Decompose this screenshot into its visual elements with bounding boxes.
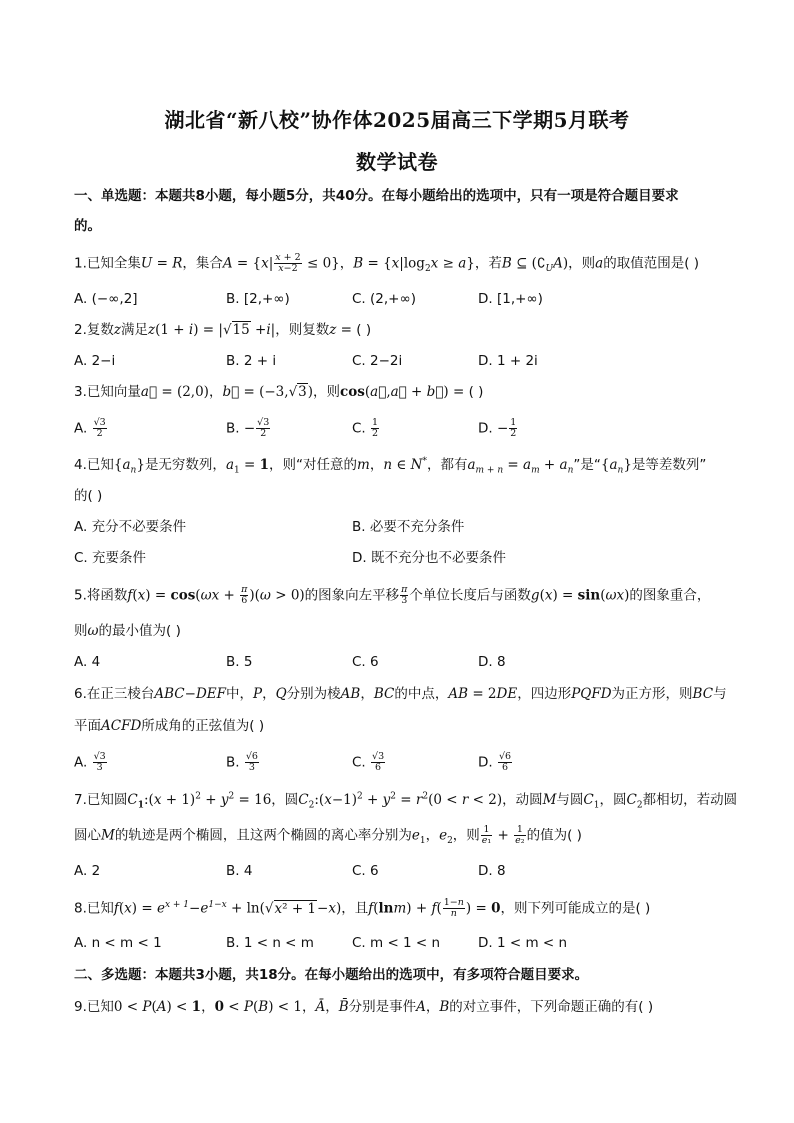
q4-option-c: C. 充要条件 — [74, 550, 147, 566]
q2-option-b: B. 2 + i — [226, 353, 277, 369]
q8-option-a: A. n < m < 1 — [74, 935, 162, 951]
q7-option-a: A. 2 — [74, 863, 101, 879]
question-4-line1: 4.已知$\{a_n\}$是无穷数列，$a_1 = 1$，则“对任意的m，n ∈ N*，都有$a_{m + n} = a_m + a_n$”是“$\{a_n\}$是等差数列” — [74, 456, 707, 476]
q4-option-a: A. 充分不必要条件 — [74, 519, 187, 535]
q1-option-b: B. [2,+∞) — [226, 291, 290, 307]
question-5-line2: 则ω的最小值为( ) — [74, 623, 181, 639]
q6-option-d: D. $\frac{√6}{6}$ — [478, 751, 512, 773]
question-7-line1: 7.已知圆$C_1:(x + 1)^2 + y^2 = 16$，圆$C_2:(x-1)^2 + y^2 = r^2(0 < r < 2)$，动圆M与圆$C_1$，圆$C_2$都相切，若动圆 — [74, 791, 738, 811]
q3-option-c: C. $\frac{1}{2}$ — [352, 417, 379, 439]
q5-option-c: C. 6 — [352, 654, 379, 670]
section1-heading-line2: 的。 — [74, 218, 101, 234]
section2-heading: 二、多选题：本题共3小题，共18分。在每小题给出的选项中，有多项符合题目要求。 — [74, 967, 589, 983]
q2-option-c: C. 2−2i — [352, 353, 403, 369]
question-1: 1.已知全集U = R，集合A = {x| $\frac{x + 2}{x-2}$ ≤ 0}，$B = \{x|\log_2x \ge a\}$，若B ⊆ $(∁_UA)$，则a的取值范围是( ) — [74, 252, 700, 275]
exam-subtitle: 数学试卷 — [356, 150, 438, 174]
q4-option-b: B. 必要不充分条件 — [352, 519, 465, 535]
question-6-line2: 平面ACFD所成角的正弦值为( ) — [74, 718, 265, 734]
q7-option-b: B. 4 — [226, 863, 253, 879]
q8-option-c: C. m < 1 < n — [352, 935, 441, 951]
question-5-line1: 5.将函数f(x) = cos(ωx + $\frac{\pi}{6}$ )(ω > 0)的图象向左平移 $\frac{\pi}{3}$ 个单位长度后与函数g(x) = sin(ωx)的图象重合， — [74, 584, 711, 606]
q6-option-b: B. $\frac{√6}{3}$ — [226, 751, 258, 773]
question-7-line2: 圆心M的轨迹是两个椭圆，且这两个椭圆的离心率分别为$e_1$，$e_2$，则 $\frac{1}{\text{e₁}}$ + $\frac{1}{\text{e₂}}$ 的值为( ) — [74, 824, 582, 847]
q3-option-a: A. $\frac{√3}{2}$ — [74, 417, 106, 439]
q1-option-d: D. [1,+∞) — [478, 291, 543, 307]
section1-heading-line1: 一、单选题：本题共8小题，每小题5分，共40分。在每小题给出的选项中，只有一项是符合题目要求 — [74, 188, 679, 204]
q5-option-a: A. 4 — [74, 654, 101, 670]
q7-option-d: D. 8 — [478, 863, 506, 879]
q2-option-d: D. 1 + 2i — [478, 353, 538, 369]
q6-option-c: C. $\frac{√3}{6}$ — [352, 751, 385, 773]
question-2: 2.复数z满足z(1 + i) = |√15 +i|，则复数z = ( ) — [74, 322, 372, 338]
exam-title: 湖北省“新八校”协作体2025届高三下学期5月联考 — [164, 108, 630, 132]
q6-option-a: A. $\frac{√3}{3}$ — [74, 751, 106, 773]
question-8: 8.已知$f(x) = e^{x + 1}-e^{1-x} + \ln(√x^2 + 1-x)$，且f(lnm) + f( $\frac{1-n}{n}$ ) = 0，则下列可能成立的是( ) — [74, 897, 651, 919]
q7-option-c: C. 6 — [352, 863, 379, 879]
q5-option-b: B. 5 — [226, 654, 253, 670]
question-6-line1: 6.在正三棱台ABC−DEF中，P，Q分别为棱AB，BC的中点，AB = 2DE，四边形PQFD为正方形，则BC与 — [74, 686, 727, 702]
q3-option-b: B. − $\frac{√3}{2}$ — [226, 417, 270, 439]
q4-option-d: D. 既不充分也不必要条件 — [352, 550, 506, 566]
q1-option-c: C. (2,+∞) — [352, 291, 416, 307]
q3-option-d: D. − $\frac{1}{2}$ — [478, 417, 517, 439]
question-9: 9.已知0 < P(A) < 1，0 < P(B) < 1，Ā，B̄分别是事件A，B的对立事件，下列命题正确的有( ) — [74, 999, 654, 1015]
q1-option-a: A. (−∞,2] — [74, 291, 138, 307]
q8-option-b: B. 1 < n < m — [226, 935, 314, 951]
q8-option-d: D. 1 < m < n — [478, 935, 568, 951]
q5-option-d: D. 8 — [478, 654, 506, 670]
question-3: 3.已知向量a⃗ = (2,0)，b⃗ = (−3,√3)，则cos(a⃗,a⃗ + b⃗) = ( ) — [74, 384, 484, 400]
q2-option-a: A. 2−i — [74, 353, 116, 369]
question-4-line2: 的( ) — [74, 488, 103, 504]
